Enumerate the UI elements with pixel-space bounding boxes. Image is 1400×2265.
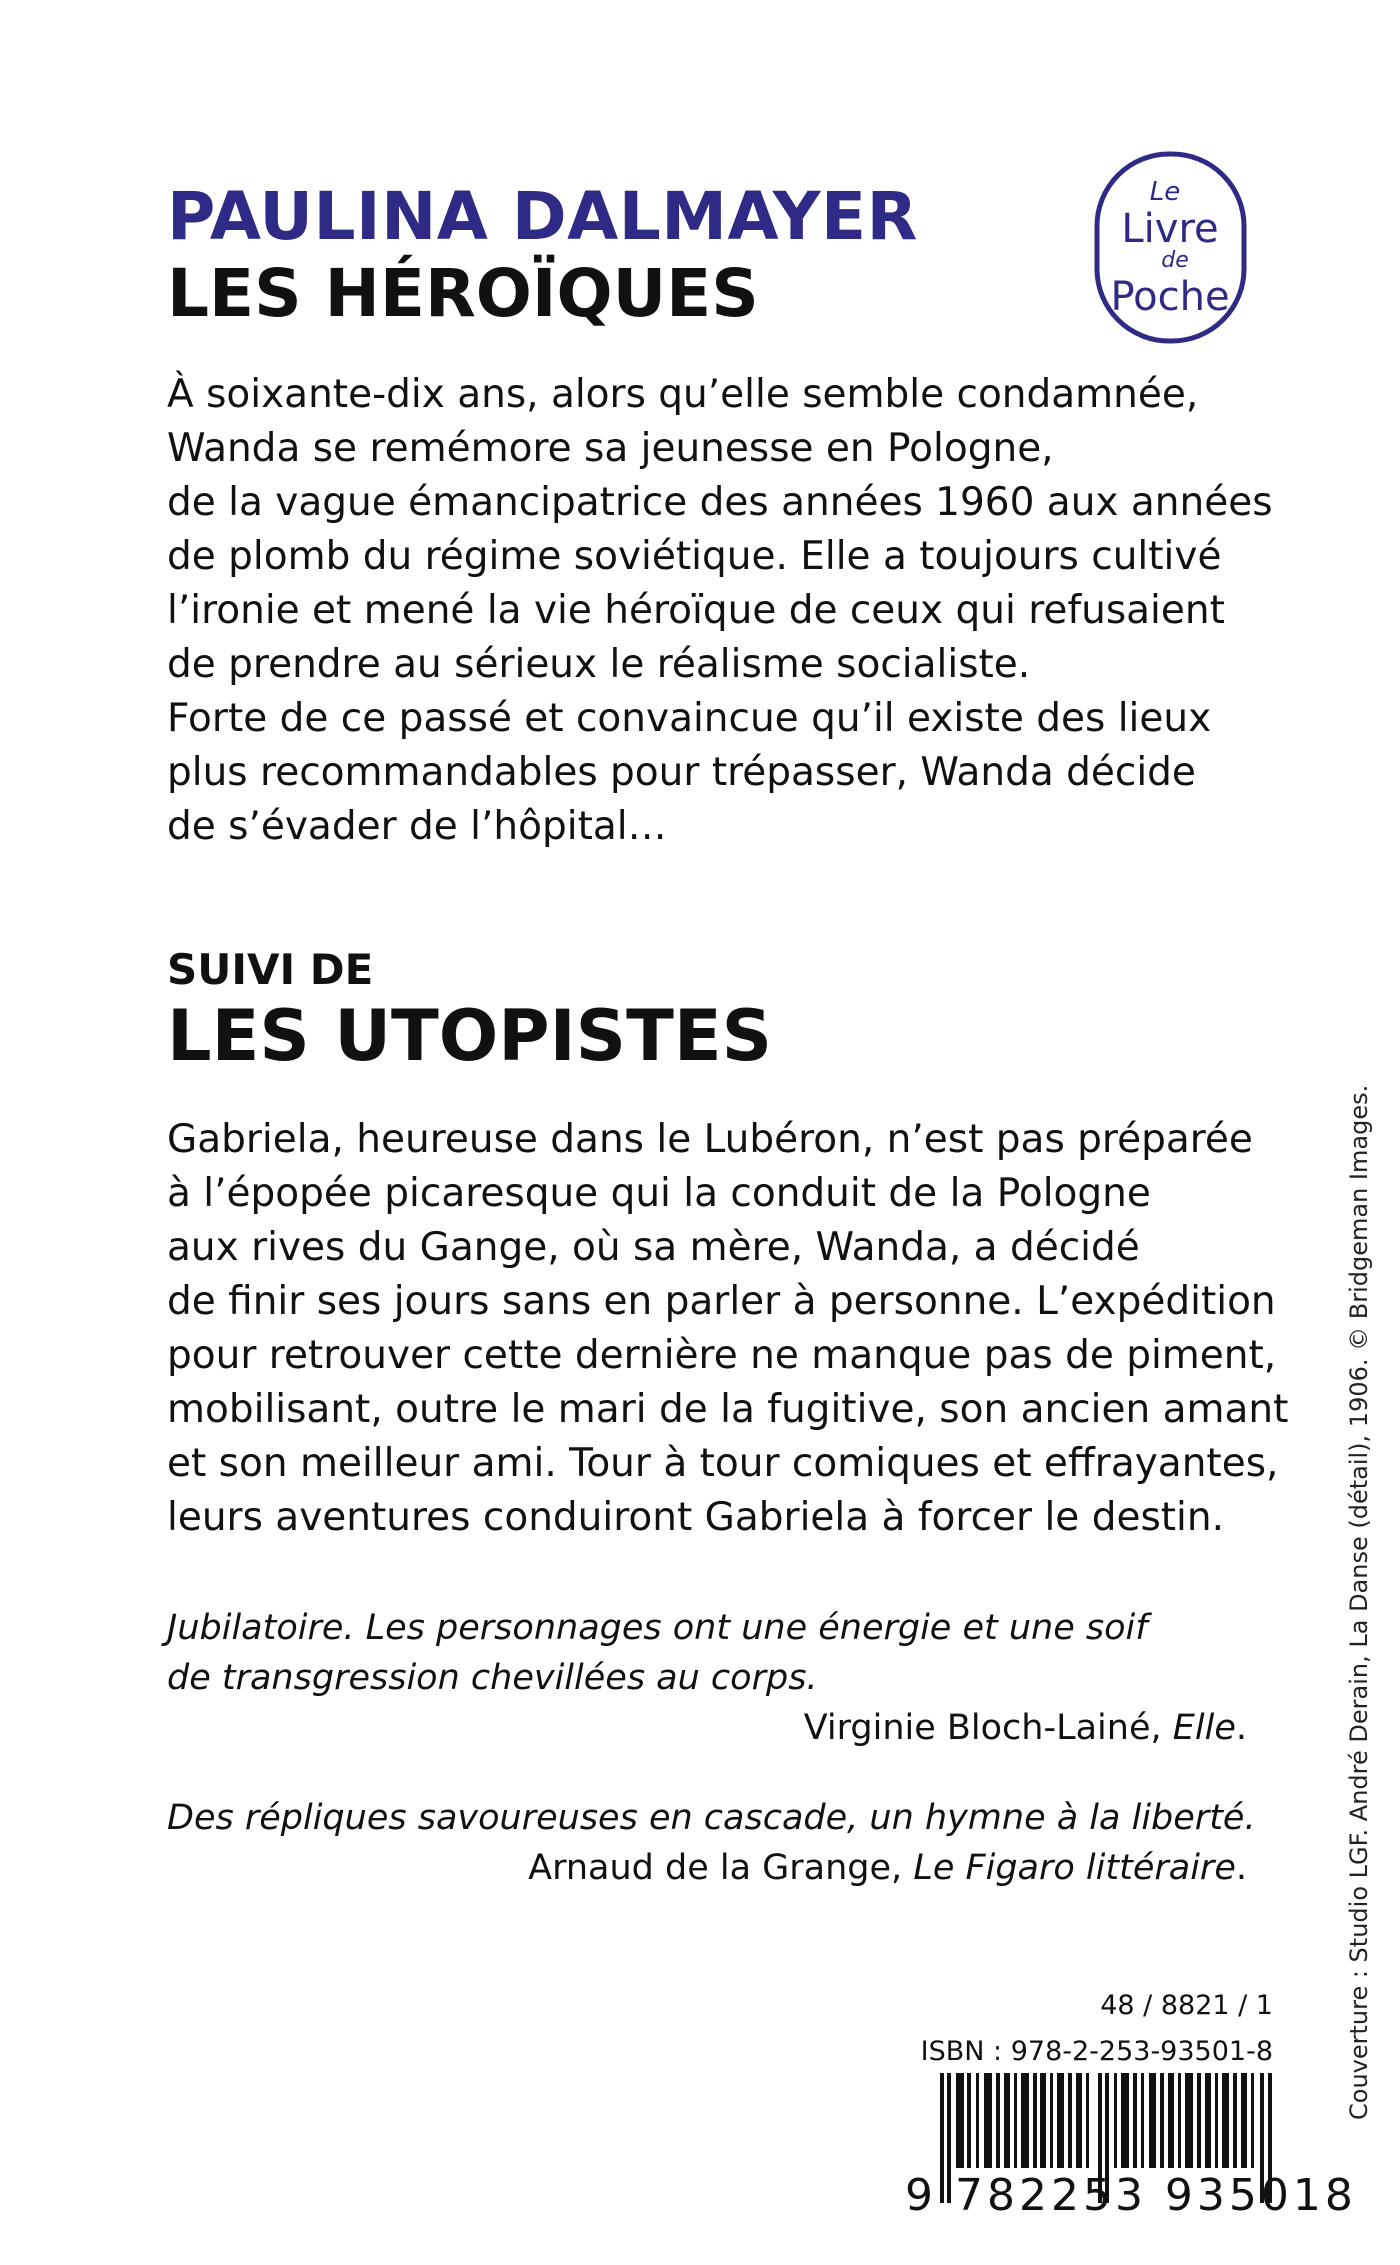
blurb-line: et son meilleur ami. Tour à tour comiques et effrayantes, [167,1441,1279,1486]
quote-attribution [167,1843,1247,1893]
suivi-de-label: SUIVI DE [167,945,374,994]
book-title: LES HÉROÏQUES [167,255,759,332]
isbn: ISBN : 978-2-253-93501-8 [920,2036,1273,2067]
le-livre-de-poche-logo [1093,150,1248,345]
press-quote-figaro [167,1793,1256,1893]
blurb-line: l’ironie et mené la vie héroïque de ceux qui refusaient [167,588,1225,633]
quote-attribution [167,1703,1247,1753]
blurb-line: de finir ses jours sans en parler à personne. L’expédition [167,1279,1276,1324]
press-quote-elle [167,1603,1247,1753]
quote-author: Virginie Bloch-Lainé, [803,1708,1173,1748]
catalog-code: 48 / 8821 / 1 [1100,1990,1273,2021]
blurb-line: Gabriela, heureuse dans le Lubéron, n’est pas préparée [167,1117,1253,1162]
quote-source: Elle [1172,1708,1236,1748]
blurb-line: de plomb du régime soviétique. Elle a toujours cultivé [167,534,1222,579]
blurb-line: Wanda se remémore sa jeunesse en Pologne, [167,426,1054,471]
blurb-line: plus recommandables pour trépasser, Wanda décide [167,750,1196,795]
product-codes [921,1983,1273,2075]
quote-line: de transgression chevillées au corps. [167,1658,818,1698]
barcode-digits: 9 782253 935018 [905,2170,1357,2221]
cover-credit: Couverture : Studio LGF. André Derain, La Danse (détail), 1906. © Bridgeman Images. [1345,1084,1373,2120]
blurb-line: À soixante-dix ans, alors qu’elle semble condamnée, [167,372,1199,417]
quote-end: . [1235,1708,1247,1748]
quote-end: . [1235,1848,1247,1888]
blurb-line: à l’épopée picaresque qui la conduit de la Pologne [167,1171,1151,1216]
blurb-line: pour retrouver cette dernière ne manque pas de piment, [167,1333,1277,1378]
blurb-heroiques [167,368,1297,854]
blurb-line: Forte de ce passé et convaincue qu’il existe des lieux [167,696,1212,741]
quote-author: Arnaud de la Grange, [528,1848,914,1888]
logo-line-1: Le [1149,177,1181,207]
blurb-line: mobilisant, outre le mari de la fugitive, son ancien amant [167,1387,1289,1432]
blurb-line: de la vague émancipatrice des années 1960 aux années [167,480,1273,525]
blurb-line: leurs aventures conduiront Gabriela à forcer le destin. [167,1495,1224,1540]
blurb-line: aux rives du Gange, où sa mère, Wanda, a décidé [167,1225,1140,1270]
logo-line-2: Livre [1121,206,1219,252]
quote-source: Le Figaro littéraire [913,1848,1236,1888]
blurb-line: de prendre au sérieux le réalisme socialiste. [167,642,1031,687]
logo-line-4: Poche [1110,274,1230,320]
quote-line: Jubilatoire. Les personnages ont une énergie et une soif [167,1608,1148,1648]
logo-line-3: de [1161,248,1189,273]
blurb-utopistes [167,1113,1297,1545]
second-title: LES UTOPISTES [167,995,773,1077]
quote-line: Des répliques savoureuses en cascade, un hymne à la liberté. [167,1798,1256,1838]
author-name: PAULINA DALMAYER [167,178,918,255]
blurb-line: de s’évader de l’hôpital… [167,804,667,849]
